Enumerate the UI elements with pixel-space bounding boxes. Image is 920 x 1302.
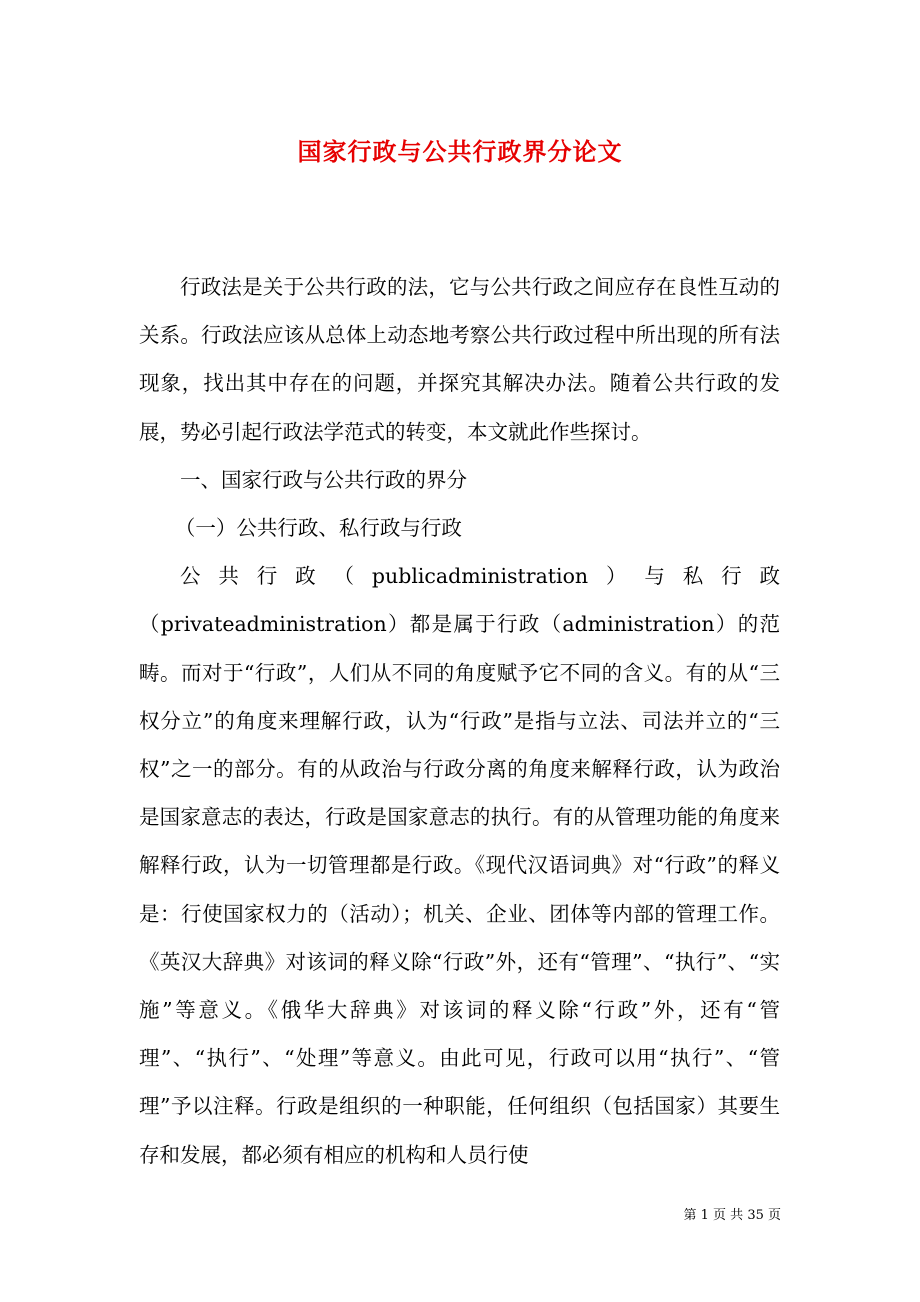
document-body [139,263,780,1179]
page-number-footer: 第 1 页 共 35 页 [683,1208,781,1223]
body-paragraph: 公共行政（publicadministration）与私行政（privateadministration）都是属于行政（administration）的范畴。而对于“行政”，人们从不同的角度赋予它不同的含义。有的从“三权分立”的角度来理解行政，认为“行政”是指与立法、司法并立的“三权”之一的部分。有的从政治与行政分离的角度来解释行政，认为政治是国家意志的表达，行政是国家意志的执行。有的从管理功能的角度来解释行政，认为一切管理都是行政。《现代汉语词典》对“行政”的释义是：行使国家权力的（活动）；机关、企业、团体等内部的管理工作。《英汉大辞典》对该词的释义除“行政”外，还有“管理”、“执行”、“实施”等意义。《俄华大辞典》对该词的释义除“行政”外，还有“管理”、“执行”、“处理”等意义。由此可见，行政可以用“执行”、“管理”予以注释。行政是组织的一种职能，任何组织（包括国家）其要生存和发展，都必须有相应的机构和人员行使 [139,564,780,1167]
document-title: 国家行政与公共行政界分论文 [297,137,623,167]
subsection-heading: （一）公共行政、私行政与行政 [174,516,462,541]
section-heading: 一、国家行政与公共行政的界分 [180,467,467,492]
intro-paragraph: 行政法是关于公共行政的法，它与公共行政之间应存在良性互动的关系。行政法应该从总体上动态地考察公共行政过程中所出现的所有法现象，找出其中存在的问题，并探究其解决办法。随着公共行政的发展，势必引起行政法学范式的转变，本文就此作些探讨。 [139,275,780,444]
